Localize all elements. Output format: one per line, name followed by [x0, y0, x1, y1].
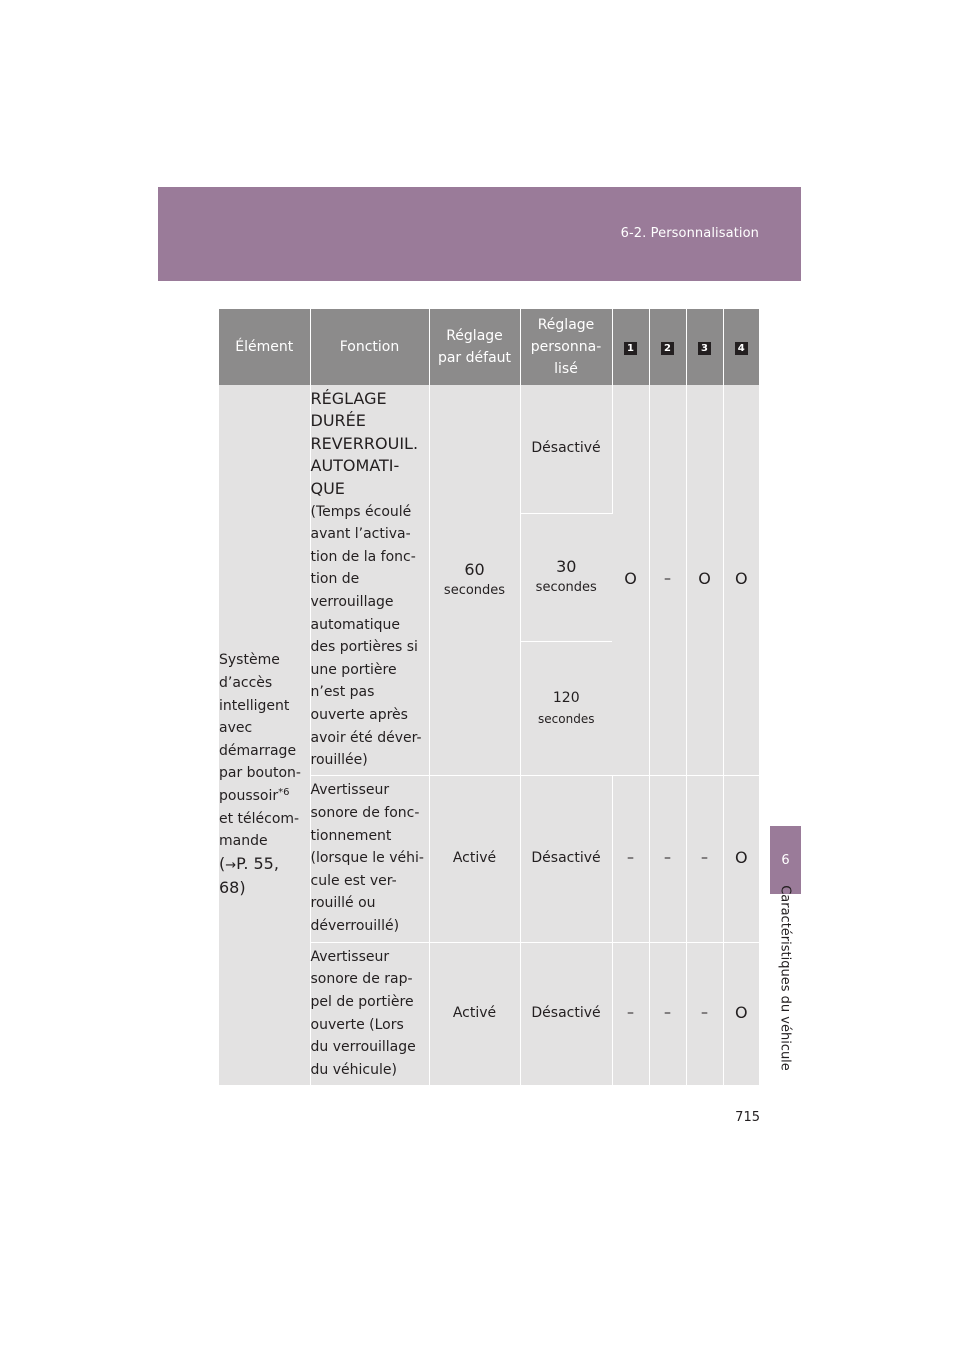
- customization-table: [219, 309, 759, 1086]
- function-detail-line: Avertisseur: [310, 948, 390, 965]
- header-element: Élément: [219, 309, 310, 385]
- method-1-cell: [612, 775, 649, 942]
- header-default-line2: par défaut: [437, 350, 512, 366]
- chapter-tab: [770, 826, 801, 894]
- custom-option-unit: secondes: [538, 712, 595, 726]
- element-poussoir: poussoir: [219, 788, 279, 805]
- default-value-cell: [429, 385, 520, 775]
- table-header-row: [219, 309, 759, 385]
- method-2-cell: [649, 942, 686, 1085]
- method-1-cell: [612, 385, 649, 775]
- function-detail-line: cule est ver-: [310, 872, 397, 889]
- header-custom-setting: [520, 309, 612, 385]
- element-line-poussoir: [219, 785, 310, 808]
- header-custom-line3: lisé: [554, 361, 578, 377]
- custom-option-cell: [520, 513, 612, 641]
- element-line: mande: [219, 833, 268, 850]
- page-number: 715: [735, 1110, 760, 1125]
- function-title-line: REVERROUIL.: [310, 433, 419, 453]
- header-band: [158, 187, 801, 281]
- chapter-label: Caractéristiques du véhicule: [777, 885, 793, 1071]
- custom-option-cell: [520, 641, 612, 775]
- function-detail-line: tion de: [310, 571, 360, 588]
- function-detail-line: tionnement: [310, 827, 392, 844]
- function-title-line: QUE: [310, 479, 345, 499]
- header-custom-line2: personna-: [530, 339, 602, 355]
- default-unit: secondes: [443, 582, 506, 598]
- method-mark: –: [701, 850, 708, 867]
- element-line: Système: [219, 652, 280, 669]
- function-detail-line: déverrouillé): [310, 917, 400, 934]
- method-3-cell: [686, 775, 723, 942]
- function-detail-line: n’est pas: [310, 684, 375, 701]
- custom-option-unit: secondes: [535, 580, 597, 595]
- function-detail-line: rouillé ou: [310, 895, 376, 912]
- header-method-1: [612, 309, 649, 385]
- function-detail-line: une portière: [310, 661, 397, 678]
- header-custom-line1: Réglage: [537, 317, 595, 333]
- table-row: [219, 385, 759, 513]
- chapter-number: 6: [781, 852, 790, 868]
- default-value: 60: [464, 559, 485, 579]
- function-detail-line: sonore de fonc-: [310, 805, 420, 822]
- function-title-line: DURÉE: [310, 411, 366, 431]
- function-detail-line: (lorsque le véhi-: [310, 850, 424, 867]
- method-3-cell: [686, 942, 723, 1085]
- function-detail-line: du véhicule): [310, 1061, 397, 1078]
- method-4-cell: [723, 775, 759, 942]
- function-cell: [310, 775, 429, 942]
- function-detail-line: (Temps écoulé: [310, 503, 412, 520]
- method-mark: –: [701, 1005, 708, 1022]
- number-3-icon: 3: [698, 342, 711, 355]
- header-method-4: [723, 309, 759, 385]
- ref-paren: (: [219, 853, 226, 873]
- function-detail-line: tion de la fonc-: [310, 548, 416, 565]
- default-value-cell: [429, 942, 520, 1085]
- header-default-line1: Réglage: [446, 328, 503, 344]
- function-detail-line: Avertisseur: [310, 782, 390, 799]
- method-1-cell: [612, 942, 649, 1085]
- element-line: avec: [219, 720, 253, 737]
- method-2-cell: [649, 775, 686, 942]
- function-detail-line: ouverte (Lors: [310, 1016, 404, 1033]
- method-mark: O: [734, 1002, 748, 1022]
- custom-value-cell: [520, 942, 612, 1085]
- element-line: intelligent: [219, 697, 290, 714]
- function-detail-line: verrouillage: [310, 594, 394, 611]
- function-detail-line: des portières si: [310, 639, 418, 656]
- element-cell: [219, 385, 310, 1085]
- element-line: démarrage: [219, 742, 297, 759]
- number-2-icon: 2: [661, 342, 674, 355]
- page-reference-cont: 68): [219, 878, 246, 898]
- header-default-setting: [429, 309, 520, 385]
- method-mark: O: [734, 847, 748, 867]
- function-cell: [310, 942, 429, 1085]
- number-1-icon: 1: [624, 342, 637, 355]
- function-detail-line: avant l’activa-: [310, 526, 411, 543]
- method-4-cell: [723, 385, 759, 775]
- section-title: 6-2. Personnalisation: [620, 226, 759, 241]
- custom-value-cell: [520, 775, 612, 942]
- function-detail-line: pel de portière: [310, 993, 414, 1010]
- method-mark: O: [624, 568, 637, 588]
- custom-option-label: Désactivé: [531, 440, 601, 457]
- function-title-line: AUTOMATI-: [310, 456, 400, 476]
- function-cell: [310, 385, 429, 775]
- custom-option-value: 30: [556, 557, 577, 576]
- function-detail-line: avoir été déver-: [310, 729, 422, 746]
- default-value: Activé: [452, 1005, 497, 1022]
- header-fonction: Fonction: [310, 309, 429, 385]
- header-method-3: [686, 309, 723, 385]
- method-mark: –: [664, 850, 671, 867]
- function-detail-line: sonore de rap-: [310, 971, 413, 988]
- custom-option-cell: [520, 385, 612, 513]
- custom-option-value: 120: [552, 690, 580, 706]
- method-mark: –: [664, 571, 671, 588]
- method-4-cell: [723, 942, 759, 1085]
- element-line: d’accès: [219, 675, 273, 692]
- element-line: et télécom-: [219, 810, 300, 827]
- method-mark: –: [627, 1005, 634, 1022]
- function-detail-line: ouverte après: [310, 707, 408, 724]
- function-title-line: RÉGLAGE: [310, 388, 387, 408]
- default-value-cell: [429, 775, 520, 942]
- custom-value: Désactivé: [531, 850, 601, 867]
- method-3-cell: [686, 385, 723, 775]
- method-mark: –: [664, 1005, 671, 1022]
- default-value: Activé: [452, 850, 497, 867]
- method-mark: O: [734, 568, 748, 588]
- number-4-icon: 4: [735, 342, 748, 355]
- function-detail-line: rouillée): [310, 752, 368, 769]
- element-line: par bouton-: [219, 765, 301, 782]
- function-detail-line: du verrouillage: [310, 1039, 416, 1056]
- method-mark: O: [698, 568, 711, 588]
- header-method-2: [649, 309, 686, 385]
- custom-value: Désactivé: [531, 1005, 601, 1022]
- page-reference: [219, 853, 310, 878]
- function-detail-line: automatique: [310, 616, 400, 633]
- arrow-right-icon: →: [225, 857, 237, 873]
- footnote-ref: *6: [278, 787, 290, 799]
- ref-text: P. 55,: [236, 853, 279, 873]
- method-mark: –: [627, 850, 634, 867]
- method-2-cell: [649, 385, 686, 775]
